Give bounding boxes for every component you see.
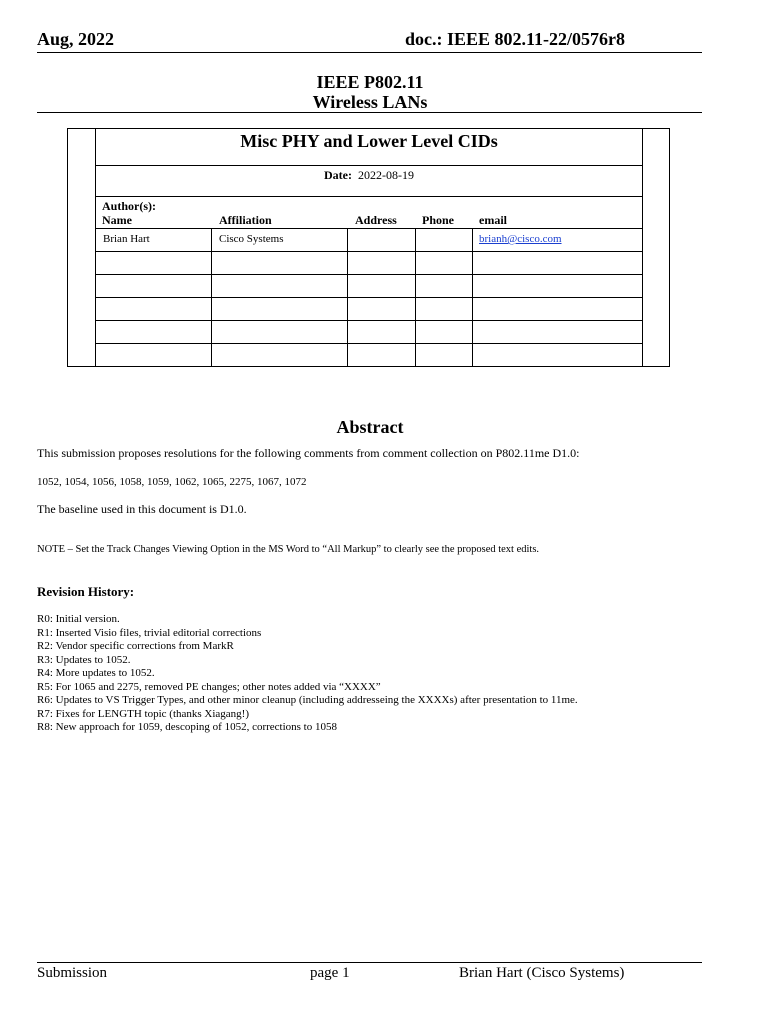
column-header-phone: Phone [422, 213, 455, 227]
table-row-line [95, 297, 643, 298]
list-item: R5: For 1065 and 2275, removed PE changes; other notes added via “XXXX” [37, 680, 381, 693]
abstract-note: NOTE – Set the Track Changes Viewing Option in the MS Word to “All Markup” to clearly see the proposed text edits. [37, 544, 540, 555]
authors-label: Author(s): [102, 199, 156, 213]
footer-rule [37, 962, 702, 963]
title-rule [37, 112, 702, 113]
table-row-line [95, 274, 643, 275]
abstract-intro: This submission proposes resolutions for the following comments from comment collection on P802.11me D1.0: [37, 446, 580, 460]
list-item: R8: New approach for 1059, descoping of 1052, corrections to 1058 [37, 721, 337, 733]
cover-inner-box [95, 128, 643, 367]
date-row [95, 168, 643, 183]
list-item: R4: More updates to 1052. [37, 667, 155, 679]
header-doc-id: doc.: IEEE 802.11-22/0576r8 [404, 29, 625, 49]
list-item: R7: Fixes for LENGTH topic (thanks Xiagang!) [37, 707, 250, 720]
header-rule [37, 52, 702, 53]
column-header-name: Name [102, 213, 132, 227]
cover-divider [95, 196, 643, 197]
author-affiliation: Cisco Systems [219, 233, 284, 245]
footer-submission: Submission [37, 965, 108, 981]
author-name: Brian Hart [103, 233, 150, 245]
abstract-baseline: The baseline used in this document is D1.0. [37, 502, 247, 516]
column-header-email: email [479, 213, 507, 227]
document-title: Misc PHY and Lower Level CIDs [240, 131, 498, 151]
table-row-line [95, 228, 643, 229]
list-item: R0: Initial version. [37, 613, 120, 625]
date-value: 2022-08-19 [357, 168, 414, 182]
list-item: R2: Vendor specific corrections from MarkR [37, 640, 234, 652]
footer-page-number: page 1 [310, 965, 350, 981]
list-item: R1: Inserted Visio files, trivial editorial corrections [37, 626, 262, 639]
abstract-cids: 1052, 1054, 1056, 1058, 1059, 1062, 1065, 2275, 1067, 1072 [37, 476, 307, 488]
author-email-link[interactable]: brianh@cisco.com [479, 233, 562, 245]
table-col-line [415, 228, 416, 367]
column-header-affiliation: Affiliation [219, 213, 272, 227]
header-date: Aug, 2022 [37, 29, 115, 49]
standard-subtitle: Wireless LANs [312, 92, 428, 112]
column-header-address: Address [355, 213, 397, 227]
list-item: R3: Updates to 1052. [37, 653, 131, 666]
table-col-line [211, 228, 212, 367]
table-row-line [95, 251, 643, 252]
revision-history-list [37, 613, 578, 735]
list-item: R6: Updates to VS Trigger Types, and other minor cleanup (including addresseing the XXXXs) after presentation to 11me. [37, 694, 578, 706]
table-row-line [95, 343, 643, 344]
footer-author: Brian Hart (Cisco Systems) [459, 965, 625, 981]
standard-title: IEEE P802.11 [316, 72, 424, 92]
date-label: Date: [324, 168, 352, 182]
table-col-line [347, 228, 348, 367]
abstract-title: Abstract [336, 417, 404, 437]
table-row-line [95, 320, 643, 321]
table-col-line [472, 228, 473, 367]
cover-divider [95, 165, 643, 166]
revision-history-title: Revision History: [37, 584, 135, 599]
